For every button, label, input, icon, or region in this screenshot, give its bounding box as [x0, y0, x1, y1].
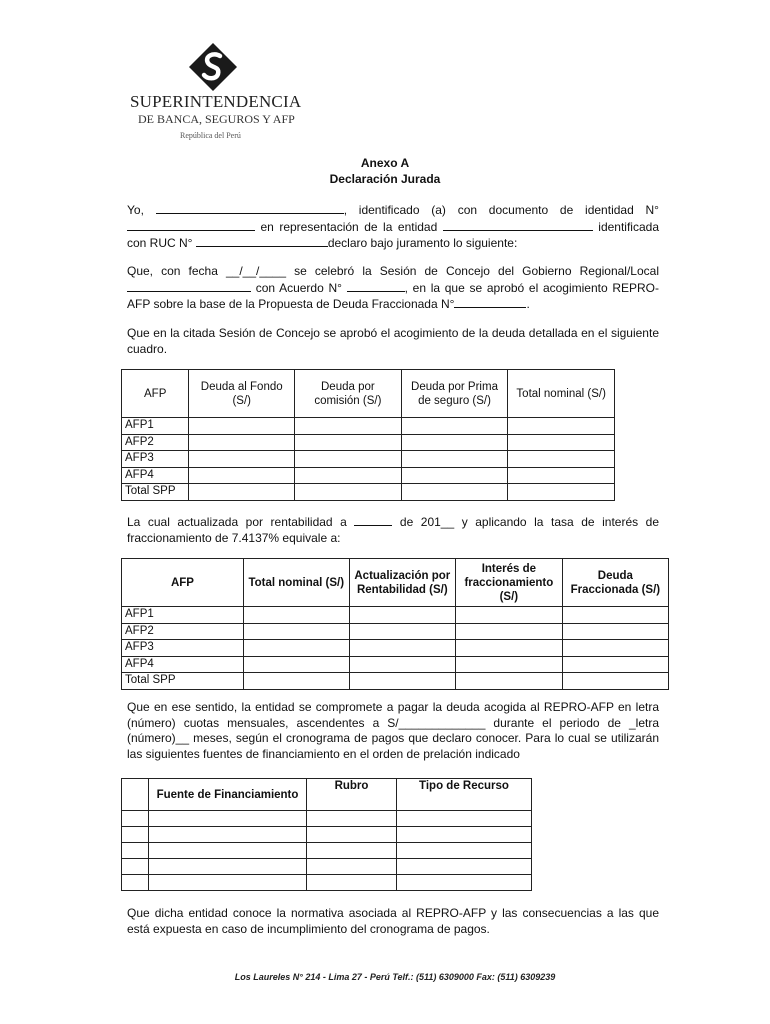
table-row: AFP3 — [122, 451, 615, 468]
table-row — [122, 843, 532, 859]
table1-header: Total nominal (S/) — [508, 370, 615, 418]
footer-address: Los Laureles N° 214 - Lima 27 - Perú Telf.: (511) 6309000 Fax: (511) 6309239 — [234, 972, 556, 982]
proposal-blank — [454, 296, 526, 308]
agreement-blank — [347, 280, 405, 292]
table3-header: Fuente de Financiamiento — [149, 779, 307, 811]
table3-header — [122, 779, 149, 811]
paragraph-approval: Que en la citada Sesión de Concejo se aprobó el acogimiento de la deuda detallada en el siguiente cuadro. — [127, 326, 659, 356]
paragraph-update: La cual actualizada por rentabilidad a de 201__ y aplicando la tasa de interés de fraccionamiento de 7.4137% equivale a: — [127, 515, 660, 545]
table-row — [122, 875, 532, 891]
table1-header: Deuda por comisión (S/) — [295, 370, 402, 418]
table2-header: Actualización por Rentabilidad (S/) — [349, 559, 455, 607]
table1-header: Deuda por Prima de seguro (S/) — [401, 370, 508, 418]
fraction-table — [121, 558, 669, 690]
table-row: AFP4 — [122, 656, 669, 673]
table2-header: Total nominal (S/) — [243, 559, 349, 607]
table-row: AFP4 — [122, 467, 615, 484]
name-blank — [156, 202, 344, 214]
table-row: Total SPP — [122, 484, 615, 501]
org-country: República del Perú — [180, 131, 241, 140]
month-blank — [354, 514, 392, 526]
paragraph-commitment: Que en ese sentido, la entidad se compromete a pagar la deuda acogida al REPRO-AFP en letra (número) cuotas mensuales, ascendentes a S/_____________ durante el periodo de _letra (número)__ meses, según el cronograma de pagos que declaro conocer. Para lo cual se utilizarán las siguientes fuentes de financiamiento en el orden de prelación indicado — [127, 700, 659, 761]
table3-header: Rubro — [307, 779, 397, 811]
table-row: AFP3 — [122, 640, 669, 657]
table-row: AFP2 — [122, 434, 615, 451]
sbs-logo — [122, 42, 302, 142]
table3-header: Tipo de Recurso — [397, 779, 532, 811]
org-name: SUPERINTENDENCIA — [130, 92, 302, 111]
table-row: AFP1 — [122, 607, 669, 624]
table2-header: Interés de fraccionamiento (S/) — [456, 559, 563, 607]
ruc-blank — [196, 235, 328, 247]
table-row: AFP1 — [122, 418, 615, 435]
table2-header: AFP — [122, 559, 244, 607]
org-subtitle: DE BANCA, SEGUROS Y AFP — [138, 112, 295, 126]
table-row — [122, 827, 532, 843]
sbs-logo-icon — [188, 42, 238, 92]
funding-table — [121, 778, 532, 891]
table1-header: Deuda al Fondo (S/) — [189, 370, 295, 418]
document-blank — [127, 219, 255, 231]
annex-title: Anexo A — [360, 156, 410, 170]
debt-table — [121, 369, 615, 501]
table-row — [122, 859, 532, 875]
entity-blank — [443, 219, 593, 231]
table-row — [122, 811, 532, 827]
annex-subtitle: Declaración Jurada — [329, 172, 441, 186]
table-row: AFP2 — [122, 623, 669, 640]
table2-header: Deuda Fraccionada (S/) — [562, 559, 668, 607]
paragraph-session: Que, con fecha __/__/____ se celebró la Sesión de Concejo del Gobierno Regional/Local con Acuerdo N° , en la que se aprobó el acogimiento REPRO-AFP sobre la base de la Propuesta de Deuda Fraccionada N° . — [127, 264, 660, 311]
paragraph-identity: Yo, , identificado (a) con documento de identidad N° en representación de la entidad identificada con RUC N° declaro bajo juramento lo siguiente: — [127, 203, 659, 250]
session-blank — [127, 280, 251, 292]
table1-header: AFP — [122, 370, 189, 418]
paragraph-acknowledgement: Que dicha entidad conoce la normativa asociada al REPRO-AFP y las consecuencias a las que está expuesta en caso de incumplimiento del cronograma de pagos. — [127, 906, 659, 936]
table-row: Total SPP — [122, 673, 669, 690]
